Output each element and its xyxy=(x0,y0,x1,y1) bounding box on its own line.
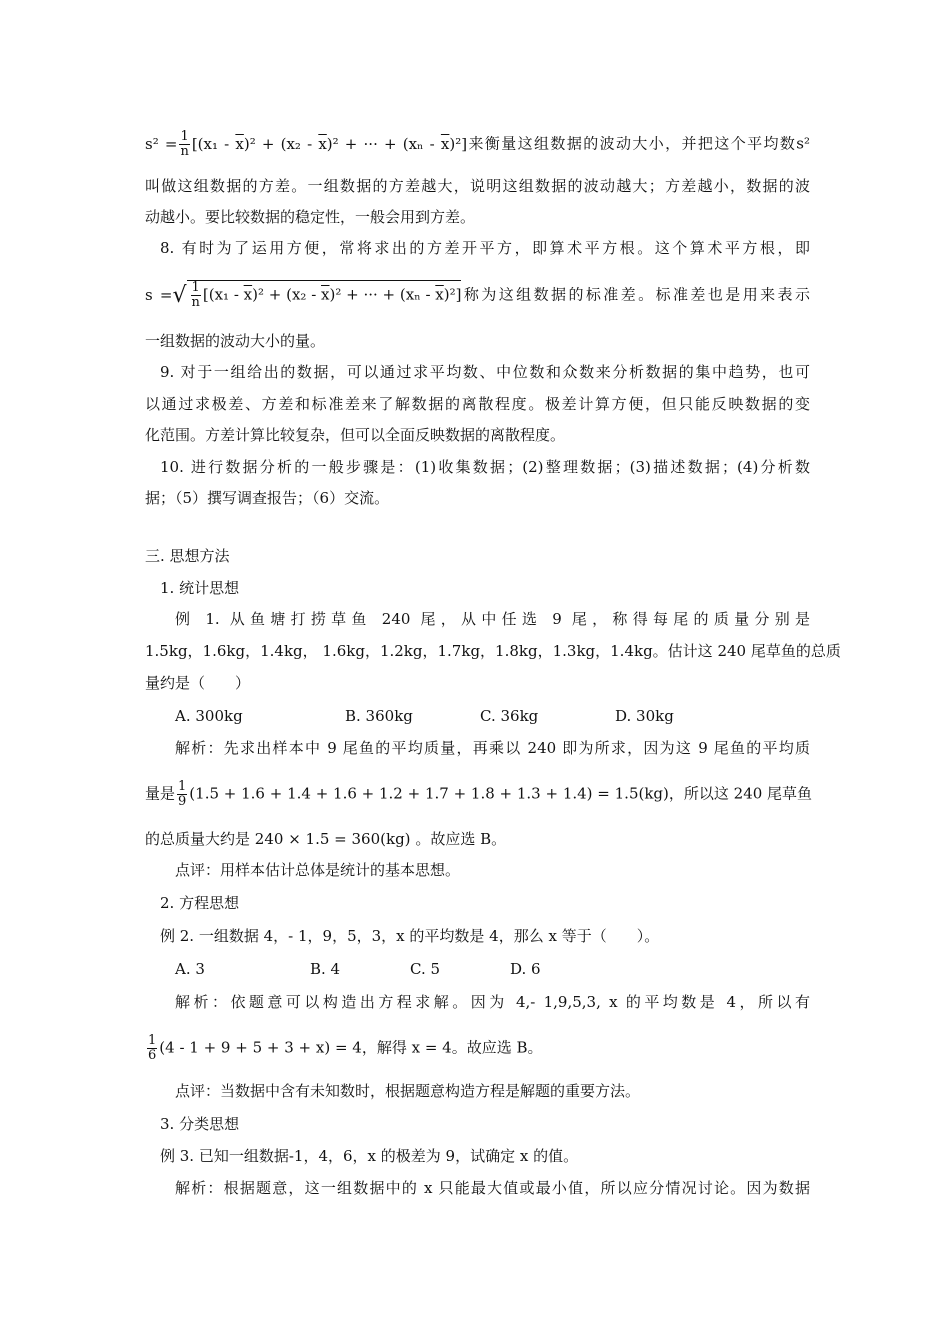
text-line: 叫做这组数据的方差。一组数据的方差越大，说明这组数据的波动越大；方差越小，数据的波 xyxy=(145,177,810,195)
example-2-question: 例 2. 一组数据 4，- 1，9，5，3，x 的平均数是 4，那么 x 等于（ ）。 xyxy=(160,927,660,945)
subsection-heading: 2. 方程思想 xyxy=(160,894,240,912)
option-b: B. 360kg xyxy=(345,707,413,725)
fraction-one-over-n: $\frac{1}{n}$ xyxy=(180,129,189,159)
variance-formula: s² = $\frac{1}{n}$ [$(x_1 - \overline{x})^2 + (x_2 - \overline{x})^2$ + ··· + $(x_n - \overline{x})^2$] xyxy=(145,129,468,159)
text-line: 8. 有时为了运用方便，常将求出的方差开平方，即算术平方根。这个算术平方根，即 xyxy=(160,239,810,257)
text-line: 9. 对于一组给出的数据，可以通过求平均数、中位数和众数来分析数据的集中趋势，也可 xyxy=(160,363,810,381)
example-1-solution-formula: 量是 $\frac{1}{9}$ (1.5 + 1.6 + 1.4 + 1.6 + 1.2 + 1.7 + 1.8 + 1.3 + 1.4) = 1.5(kg)，所以这 240 尾草鱼 xyxy=(145,779,813,809)
text-line: 动越小。要比较数据的稳定性，一般会用到方差。 xyxy=(145,208,476,226)
variance-description: 来衡量这组数据的波动大小，并把这个平均数s² xyxy=(467,134,810,153)
example-2-solution-formula: $\frac{1}{6}$ (4 - 1 + 9 + 5 + 3 + x) = 4，解得 x = 4。故应选 B。 xyxy=(148,1033,543,1063)
option-a: A. 3 xyxy=(175,960,205,978)
option-d: D. 6 xyxy=(510,960,541,978)
example-1-comment: 点评：用样本估计总体是统计的基本思想。 xyxy=(175,861,461,879)
option-c: C. 36kg xyxy=(480,707,539,725)
example-1-question: 1.5kg，1.6kg，1.4kg， 1.6kg，1.2kg，1.7kg，1.8kg，1.3kg，1.4kg。估计这 240 尾草鱼的总质 xyxy=(145,642,841,660)
variance-formula-line xyxy=(145,130,810,159)
text-line: 10. 进行数据分析的一般步骤是：(1)收集数据；(2)整理数据；(3)描述数据；(4)分析数 xyxy=(160,458,810,476)
option-d: D. 30kg xyxy=(615,707,674,725)
option-a: A. 300kg xyxy=(175,707,243,725)
example-1-question: 例 1. 从鱼塘打捞草鱼 240 尾，从中任选 9 尾，称得每尾的质量分别是 xyxy=(175,610,810,628)
example-1-solution: 的总质量大约是 240 × 1.5 = 360(kg) 。故应选 B。 xyxy=(145,830,507,848)
example-3-question: 例 3. 已知一组数据-1，4，6，x 的极差为 9，试确定 x 的值。 xyxy=(160,1147,579,1165)
example-2-comment: 点评：当数据中含有未知数时，根据题意构造方程是解题的重要方法。 xyxy=(175,1082,641,1100)
example-2-options xyxy=(175,959,840,979)
fraction-one-over-6: $\frac{1}{6}$ xyxy=(148,1033,157,1063)
equation: (4 - 1 + 9 + 5 + 3 + x) = 4 xyxy=(159,1038,362,1057)
data-set: 4,- 1,9,5,3, x xyxy=(515,993,618,1011)
example-1-question: 量约是（ ） xyxy=(145,674,251,692)
std-formula-line xyxy=(145,280,810,310)
text-line: 化范围。方差计算比较复杂，但可以全面反映数据的离散程度。 xyxy=(145,426,566,444)
example-1-solution: 解析：先求出样本中 9 尾鱼的平均质量，再乘以 240 即为所求，因为这 9 尾鱼的平均质 xyxy=(175,739,810,757)
subsection-heading: 1. 统计思想 xyxy=(160,579,240,597)
example-1-options xyxy=(175,706,840,726)
mean-mass-formula: (1.5 + 1.6 + 1.4 + 1.6 + 1.2 + 1.7 + 1.8 + 1.3 + 1.4) = 1.5(kg) xyxy=(189,784,669,803)
section-heading: 三. 思想方法 xyxy=(145,547,230,565)
option-c: C. 5 xyxy=(410,960,441,978)
text-line: 一组数据的波动大小的量。 xyxy=(145,332,326,350)
std-formula: s =√ $\frac{1}{n}$ [$(x_1 - \overline{x})^2 + (x_2 - \overline{x})^2$ + ··· + $(x_n - \overline{x})^2$] xyxy=(145,280,462,310)
subsection-heading: 3. 分类思想 xyxy=(160,1115,240,1133)
example-3-solution: 解析：根据题意，这一组数据中的 x 只能最大值或最小值，所以应分情况讨论。因为数据 xyxy=(175,1179,810,1197)
std-description: 称为这组数据的标准差。标准差也是用来表示 xyxy=(461,285,810,304)
total-mass-formula: 240 × 1.5 = 360(kg) xyxy=(254,830,411,848)
text-line: 据；（5）撰写调查报告；（6）交流。 xyxy=(145,489,390,507)
text-line: 以通过求极差、方差和标准差来了解数据的离散程度。极差计算方便，但只能反映数据的变 xyxy=(145,395,810,413)
option-b: B. 4 xyxy=(310,960,341,978)
fraction-one-over-9: $\frac{1}{9}$ xyxy=(178,779,187,809)
example-2-solution: 解析：依题意可以构造出方程求解。因为 4,- 1,9,5,3, x 的平均数是 4，所以有 xyxy=(175,993,810,1011)
